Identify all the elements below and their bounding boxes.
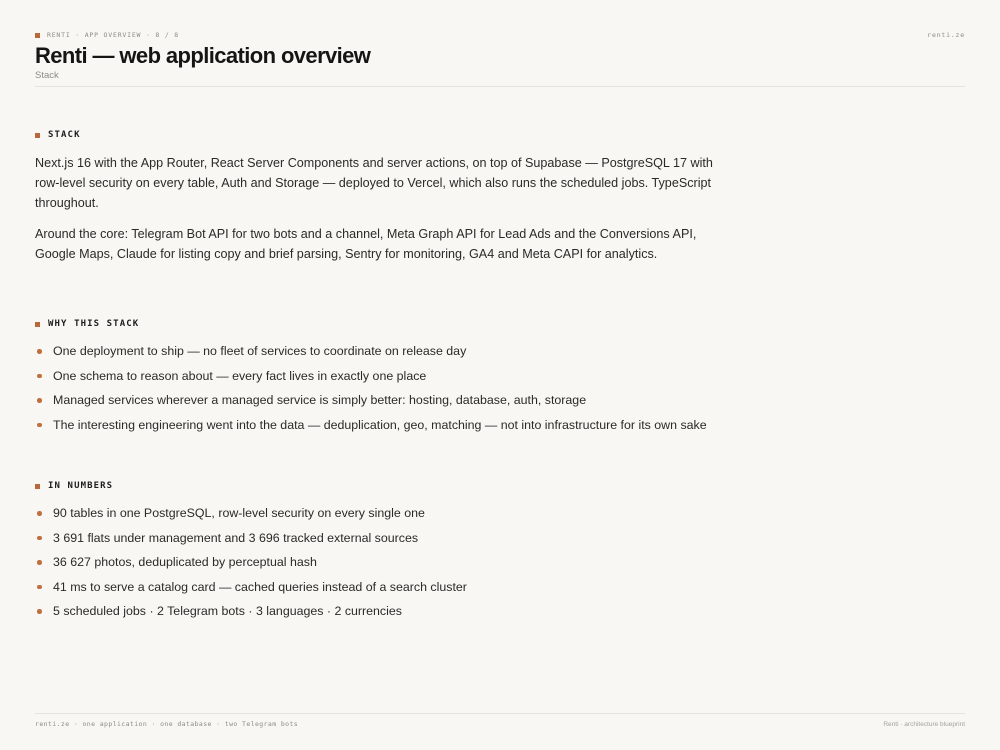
footer-divider bbox=[35, 713, 965, 714]
stack-paragraph-2: Around the core: Telegram Bot API for two bots and a channel, Meta Graph API for Lead Ads and the Conversions API, Google Maps, Claude for listing copy and brief parsing, Sentry for monitoring, GA4 and Meta CAPI for analytics. bbox=[35, 227, 697, 261]
breadcrumb bbox=[35, 31, 179, 39]
breadcrumb-text: RENTI · APP OVERVIEW · 8 / 8 bbox=[47, 31, 179, 39]
list-item: 3 691 flats under management and 3 696 tracked external sources bbox=[35, 529, 715, 548]
footer bbox=[35, 720, 965, 728]
header-divider bbox=[35, 86, 965, 87]
list-item: Managed services wherever a managed service is simply better: hosting, database, auth, storage bbox=[35, 391, 715, 410]
accent-square-icon bbox=[35, 322, 40, 327]
page-subtitle: Stack bbox=[35, 70, 59, 81]
why-list bbox=[35, 342, 715, 440]
list-item: 5 scheduled jobs · 2 Telegram bots · 3 languages · 2 currencies bbox=[35, 602, 715, 621]
list-item: 36 627 photos, deduplicated by perceptual hash bbox=[35, 553, 715, 572]
accent-square-icon bbox=[35, 484, 40, 489]
list-item: One deployment to ship — no fleet of services to coordinate on release day bbox=[35, 342, 715, 361]
section-heading-label: IN NUMBERS bbox=[48, 481, 114, 491]
section-heading-label: WHY THIS STACK bbox=[48, 319, 140, 329]
list-item: 41 ms to serve a catalog card — cached queries instead of a search cluster bbox=[35, 578, 715, 597]
stack-paragraph-1: Next.js 16 with the App Router, React Server Components and server actions, on top of Supabase — PostgreSQL 17 with row-level security on every table, Auth and Storage — deployed to Vercel, which also runs the scheduled jobs. TypeScript throughout. bbox=[35, 156, 713, 210]
section-heading-stack bbox=[35, 130, 81, 140]
section-heading-why bbox=[35, 319, 139, 329]
footer-right-text: Renti · architecture blueprint bbox=[883, 720, 965, 728]
accent-square-icon bbox=[35, 133, 40, 138]
list-item: 90 tables in one PostgreSQL, row-level security on every single one bbox=[35, 504, 715, 523]
list-item: The interesting engineering went into the data — deduplication, geo, matching — not into infrastructure for its own sake bbox=[35, 416, 715, 435]
site-link[interactable]: renti.ze bbox=[927, 31, 965, 39]
accent-square-icon bbox=[35, 33, 40, 38]
section-heading-label: STACK bbox=[48, 130, 81, 140]
top-bar bbox=[35, 31, 965, 39]
section-heading-numbers bbox=[35, 481, 113, 491]
list-item: One schema to reason about — every fact lives in exactly one place bbox=[35, 367, 715, 386]
numbers-list bbox=[35, 504, 715, 627]
footer-left-text: renti.ze · one application · one database · two Telegram bots bbox=[35, 720, 299, 728]
page-title: Renti — web application overview bbox=[35, 43, 371, 68]
